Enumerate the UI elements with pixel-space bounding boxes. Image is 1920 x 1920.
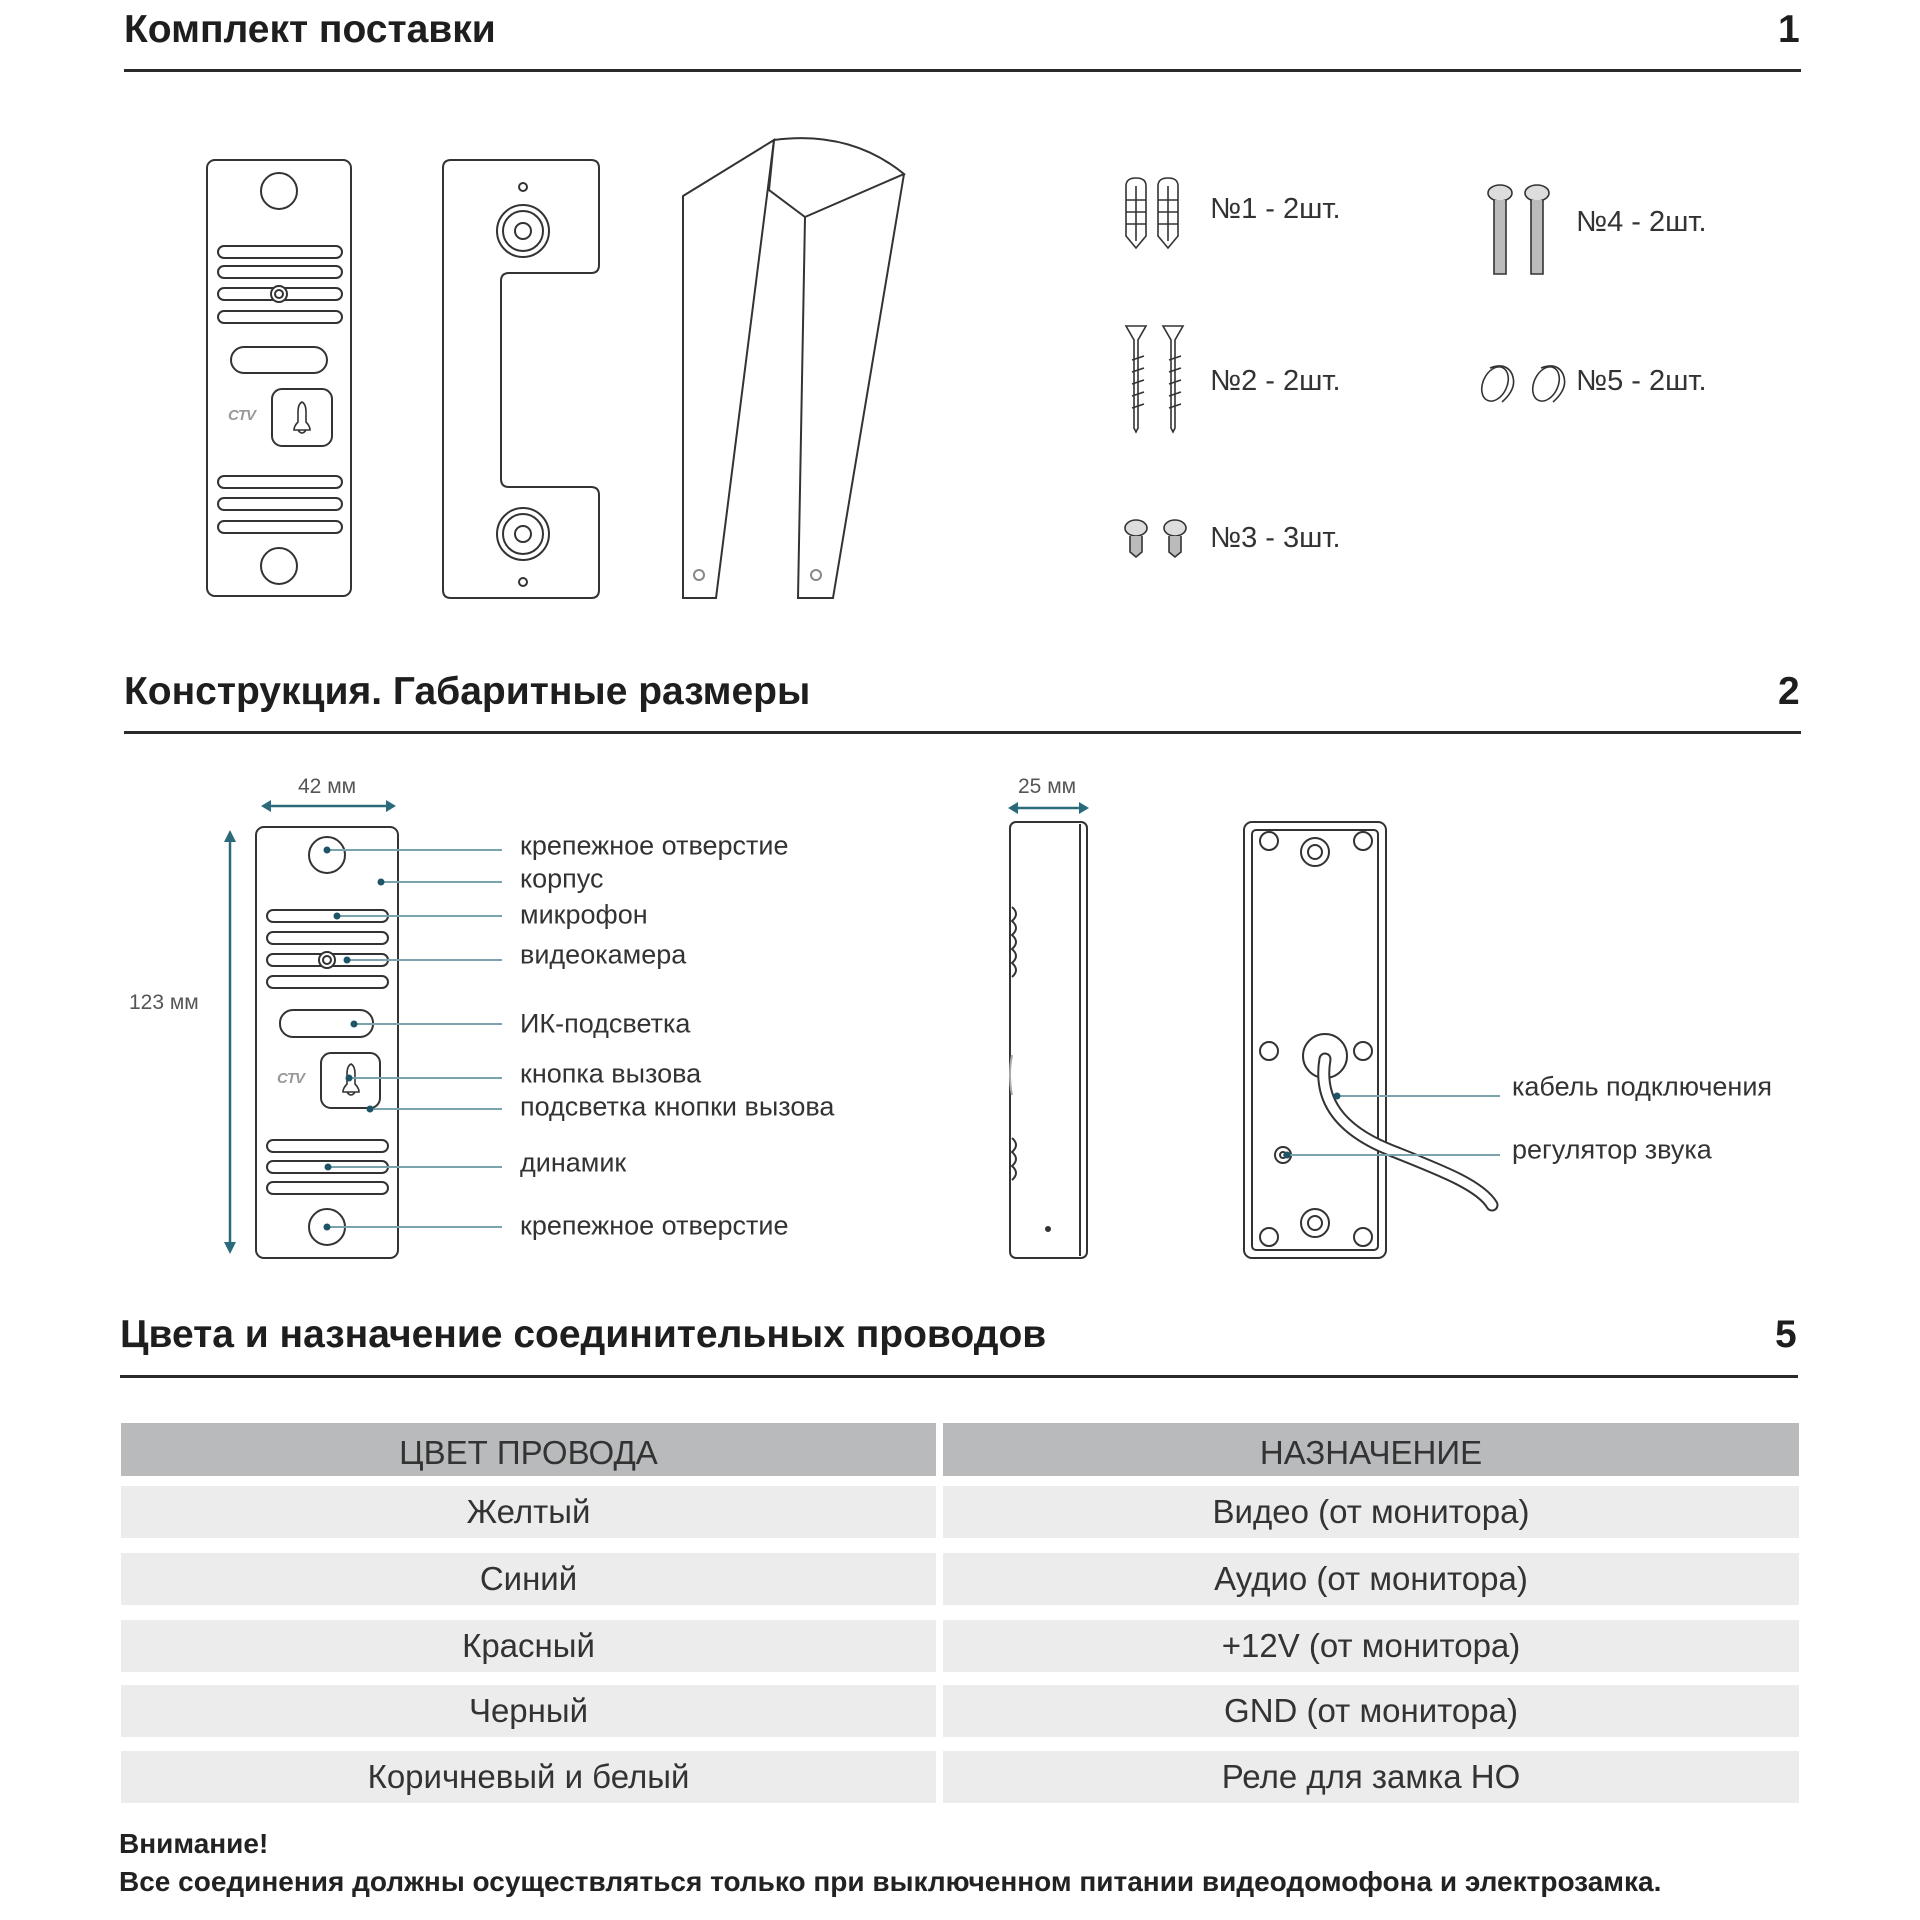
label-housing: корпус <box>520 863 604 894</box>
wire-color-cell: Синий <box>121 1553 936 1605</box>
wire-colors-table <box>121 1423 1799 1813</box>
brand-logo: CTV <box>277 1070 304 1087</box>
front-view-dimension-drawing <box>256 827 398 1258</box>
label-call-button: кнопка вызова <box>520 1058 702 1089</box>
purpose-cell: Видео (от монитора) <box>943 1486 1799 1538</box>
wire-color-cell: Желтый <box>121 1486 936 1538</box>
warning-text: Все соединения должны осуществляться только при выключенном питании видеодомофона и электрозамка. <box>119 1866 1662 1897</box>
kit-item-label: №4 - 2шт. <box>1576 206 1707 238</box>
label-mounting-hole-bottom: крепежное отверстие <box>520 1210 789 1241</box>
wire-color-cell: Красный <box>121 1620 936 1672</box>
label-speaker: динамик <box>520 1147 627 1178</box>
kit-item-label: №1 - 2шт. <box>1210 193 1341 225</box>
side-view-drawing <box>1010 822 1087 1258</box>
kit-item-label: №3 - 3шт. <box>1210 522 1341 554</box>
label-volume-control: регулятор звука <box>1512 1134 1712 1165</box>
brand-logo: CTV <box>228 407 255 424</box>
table-row <box>121 1685 1799 1737</box>
header-wire-color: ЦВЕТ ПРОВОДА <box>121 1423 936 1476</box>
kit-item-label: №2 - 2шт. <box>1210 365 1341 397</box>
visor-drawing <box>683 138 904 598</box>
table-row <box>121 1620 1799 1672</box>
header-purpose: НАЗНАЧЕНИЕ <box>943 1423 1799 1476</box>
purpose-cell: Реле для замка НО <box>943 1751 1799 1803</box>
back-view-drawing <box>1244 822 1492 1258</box>
purpose-cell: +12V (от монитора) <box>943 1620 1799 1672</box>
purpose-cell: GND (от монитора) <box>943 1685 1799 1737</box>
mounting-bracket-drawing <box>443 160 599 598</box>
width-dimension: 42 мм <box>298 775 357 798</box>
section-title-design: Конструкция. Габаритные размеры <box>124 670 811 713</box>
label-button-backlight: подсветка кнопки вызова <box>520 1091 835 1122</box>
table-row <box>121 1486 1799 1538</box>
table-header <box>121 1423 1799 1476</box>
label-ir-light: ИК-подсветка <box>520 1008 691 1039</box>
warning-heading: Внимание! <box>119 1828 269 1859</box>
section-number-wires: 5 <box>1775 1313 1797 1356</box>
label-cable: кабель подключения <box>1512 1071 1773 1102</box>
section-title-kit: Комплект поставки <box>124 8 496 51</box>
front-leader-lines <box>327 850 502 1227</box>
wood-screw-icon <box>1126 326 1183 432</box>
table-row <box>121 1553 1799 1605</box>
table-row <box>121 1751 1799 1803</box>
section-title-wires: Цвета и назначение соединительных проводов <box>120 1313 1047 1356</box>
section-number-design: 2 <box>1778 670 1800 713</box>
depth-dimension: 25 мм <box>1018 775 1077 798</box>
cap-icon <box>1477 363 1565 406</box>
kit-item-label: №5 - 2шт. <box>1576 365 1707 397</box>
front-panel-drawing <box>207 160 351 596</box>
short-screw-icon <box>1125 520 1186 557</box>
purpose-cell: Аудио (от монитора) <box>943 1553 1799 1605</box>
wire-color-cell: Коричневый и белый <box>121 1751 936 1803</box>
label-microphone: микрофон <box>520 899 648 930</box>
height-dimension: 123 мм <box>129 991 199 1014</box>
label-camera: видеокамера <box>520 939 687 970</box>
wire-color-cell: Черный <box>121 1685 936 1737</box>
dowel-icon <box>1126 178 1178 248</box>
label-mounting-hole-top: крепежное отверстие <box>520 830 789 861</box>
section-number-kit: 1 <box>1778 8 1800 51</box>
long-screw-icon <box>1488 185 1549 274</box>
